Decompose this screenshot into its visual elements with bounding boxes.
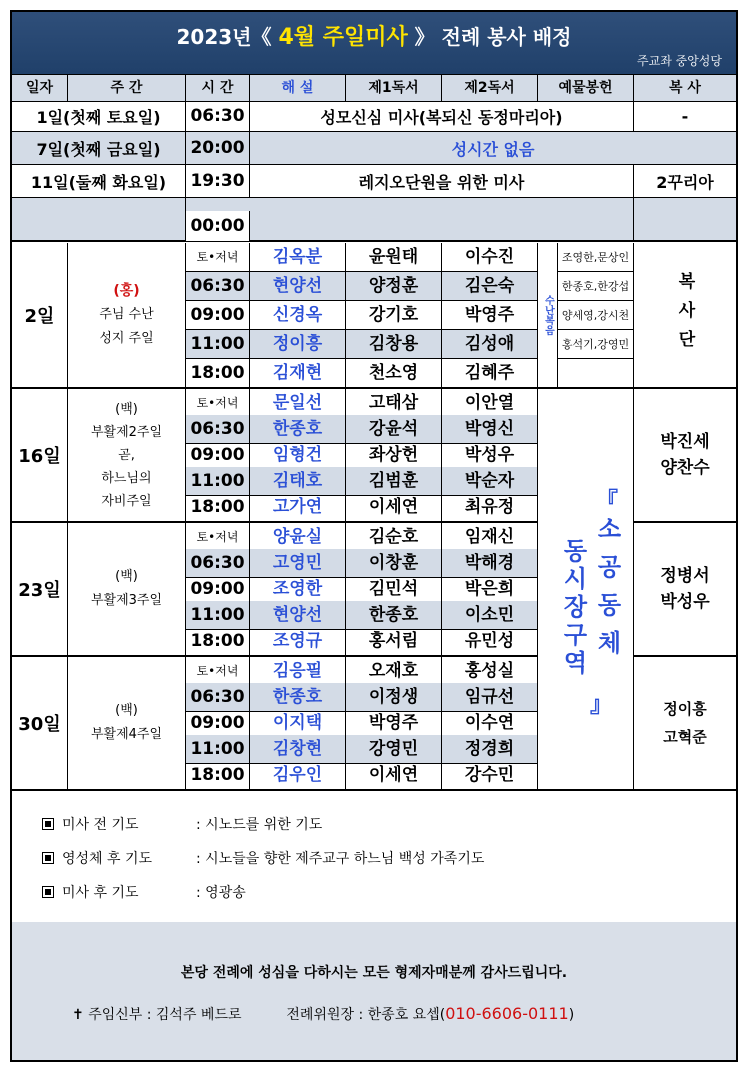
offering-group-name: 소공동체 [593, 516, 621, 668]
offering-group-text [538, 388, 633, 790]
server-name: 박성우 [660, 592, 710, 612]
sunday-day: 30일 [12, 657, 68, 789]
table-row [186, 330, 538, 359]
special-event: 성모신심 미사(복되신 동정마리아) [250, 101, 634, 131]
special-event: 레지오단원을 위한 미사 [250, 165, 634, 197]
special-time: 20:00 [186, 132, 250, 164]
offering-pair: 한종호,한강섭 [558, 272, 633, 301]
bracket-open: 『 [596, 489, 619, 514]
commentator: 김재현 [250, 359, 346, 387]
server-name: 정병서 [660, 566, 710, 586]
table-row [186, 272, 538, 301]
footer [12, 922, 736, 1060]
reader1: 천소영 [346, 359, 442, 387]
col-time: 시 간 [186, 75, 250, 101]
sunday-block [12, 243, 736, 389]
reader1: 김창용 [346, 330, 442, 358]
bracket-close: 』 [590, 693, 613, 718]
reader2: 김은숙 [442, 272, 538, 300]
mass-time: 09:00 [186, 709, 250, 737]
title-bar [12, 12, 736, 74]
reader2: 이안열 [442, 389, 538, 417]
server-name: 양찬수 [660, 458, 710, 478]
reader1: 이정생 [346, 683, 442, 711]
commentator: 김태호 [250, 467, 346, 495]
reader2: 정경희 [442, 735, 538, 763]
special-row [12, 101, 736, 132]
mass-time: 토•저녁 [186, 243, 250, 271]
paren-close: ) [568, 1007, 575, 1023]
reader2: 박은희 [442, 575, 538, 603]
table-row [186, 301, 538, 330]
table-row [186, 415, 538, 444]
prayer-text: : 시노드를 위한 기도 [196, 817, 323, 833]
table-row [186, 683, 538, 712]
checkbox-bullet-icon [42, 852, 54, 864]
mass-time: 11:00 [186, 330, 250, 358]
checkbox-bullet-icon [42, 886, 54, 898]
commentator: 한종호 [250, 415, 346, 443]
sunday-description [68, 523, 186, 655]
liturgical-color: (백) [115, 703, 138, 718]
special-time: 06:30 [186, 101, 250, 131]
mass-time: 11:00 [186, 467, 250, 495]
col-offering: 예물봉헌 [538, 75, 634, 101]
sunday-name-line: 부활제2주일 [90, 424, 163, 440]
prayer-label: 미사 후 기도 [62, 885, 139, 901]
reader1: 홍서림 [346, 627, 442, 655]
passion-gospel-text: 수난복음 [542, 295, 554, 335]
reader2: 홍성실 [442, 657, 538, 685]
commentator: 이지택 [250, 709, 346, 737]
page-title [12, 20, 736, 51]
reader1: 강기호 [346, 301, 442, 329]
cross-icon: ✝ [72, 1007, 84, 1023]
special-event: 성시간 없음 [451, 139, 535, 159]
reader2: 김성애 [442, 330, 538, 358]
prayer-label: 미사 전 기도 [62, 817, 139, 833]
reader2: 최유정 [442, 493, 538, 521]
mass-time: 11:00 [186, 601, 250, 629]
sunday-description [68, 243, 186, 387]
table-row [186, 761, 538, 790]
commentator: 정이흥 [250, 330, 346, 358]
mass-time: 토•저녁 [186, 657, 250, 685]
reader1: 좌상헌 [346, 441, 442, 469]
mass-time: 18:00 [186, 493, 250, 521]
commentator: 고영민 [250, 549, 346, 577]
thanks-message: 본당 전례에 성심을 다하시는 모든 형제자매분께 감사드립니다. [180, 965, 568, 981]
special-date: 1일(첫째 토요일) [12, 101, 186, 131]
table-row [186, 549, 538, 578]
sunday-name-line: 부활제3주일 [90, 593, 163, 608]
reader1: 김순호 [346, 523, 442, 551]
commentator: 조영규 [250, 627, 346, 655]
reader1: 양정훈 [346, 272, 442, 300]
special-server: - [681, 106, 689, 126]
commentator: 김응필 [250, 657, 346, 685]
title-prefix: 2023년《 [176, 25, 272, 49]
signature-line [72, 1004, 574, 1024]
sunday-description [68, 389, 186, 521]
special-time: 19:30 [186, 165, 250, 197]
mass-time: 11:00 [186, 735, 250, 763]
reader1: 윤원태 [346, 243, 442, 271]
sunday-day: 16일 [12, 389, 68, 521]
commentator: 김창현 [250, 735, 346, 763]
mass-time: 토•저녁 [186, 389, 250, 417]
prayer-label: 영성체 후 기도 [62, 851, 153, 867]
table-row [186, 493, 538, 522]
reader1: 이세연 [346, 493, 442, 521]
reader2: 박성우 [442, 441, 538, 469]
committee-chair: 전례위원장 : 한종호 요셉( [286, 1007, 446, 1023]
server-cell [634, 523, 736, 655]
liturgical-color: (백) [115, 569, 138, 584]
sunday-description [68, 657, 186, 789]
server-cell [634, 243, 736, 387]
reader1: 오재호 [346, 657, 442, 685]
reader1: 이세연 [346, 761, 442, 789]
col-reading2: 제2독서 [442, 75, 538, 101]
server-name: 정이흥 [663, 700, 707, 718]
mass-time: 18:00 [186, 359, 250, 387]
reader2: 유민성 [442, 627, 538, 655]
reader1: 한종호 [346, 601, 442, 629]
phone-number: 010-6606-0111 [445, 1004, 569, 1023]
commentator: 양윤실 [250, 523, 346, 551]
special-time: 00:00 [186, 211, 250, 241]
commentator: 조영한 [250, 575, 346, 603]
mass-time: 06:30 [186, 415, 250, 443]
schedule-frame [10, 10, 738, 1062]
table-row [186, 441, 538, 470]
reader1: 박영주 [346, 709, 442, 737]
special-event [250, 198, 634, 240]
commentator: 신경옥 [250, 301, 346, 329]
liturgical-color: (홍) [113, 283, 140, 299]
sunday-name-line: 주님 수난 [99, 307, 154, 322]
col-date: 일자 [12, 75, 68, 101]
special-date: 11일(둘째 화요일) [12, 165, 186, 197]
offering-pair: 홍석기,강영민 [558, 330, 633, 359]
prayer-line [42, 814, 322, 834]
special-row [12, 132, 736, 165]
reader2: 강수민 [442, 761, 538, 789]
server-name: 박진세 [660, 432, 710, 452]
special-row [12, 198, 736, 242]
commentator: 고가연 [250, 493, 346, 521]
special-date: 7일(첫째 금요일) [12, 132, 186, 164]
commentator: 김옥분 [250, 243, 346, 271]
mass-time: 06:30 [186, 683, 250, 711]
server-group: 복사단 [674, 271, 695, 359]
reader1: 강영민 [346, 735, 442, 763]
table-row [186, 657, 538, 686]
mass-time: 06:30 [186, 272, 250, 300]
reader2: 박순자 [442, 467, 538, 495]
offering-pair: 양세영,강시천 [558, 301, 633, 330]
prayer-text: : 영광송 [196, 885, 246, 901]
reader1: 이창훈 [346, 549, 442, 577]
mass-time: 토•저녁 [186, 523, 250, 551]
sunday-day: 2일 [12, 243, 68, 387]
reader1: 김범훈 [346, 467, 442, 495]
server-cell [634, 657, 736, 789]
sunday-name-line: 성지 주일 [99, 331, 154, 346]
col-reading1: 제1독서 [346, 75, 442, 101]
table-header [12, 74, 736, 102]
col-week: 주 간 [68, 75, 186, 101]
table-row [186, 359, 538, 388]
parish-name: 주교좌 중앙성당 [637, 54, 722, 68]
col-commentator: 해 설 [250, 75, 346, 101]
reader1: 강윤석 [346, 415, 442, 443]
checkbox-bullet-icon [42, 818, 54, 830]
prayer-line [42, 882, 246, 902]
sunday-day: 23일 [12, 523, 68, 655]
table-row [186, 627, 538, 656]
offering-group-cell [538, 389, 634, 791]
table-row [186, 523, 538, 552]
reader1: 김민석 [346, 575, 442, 603]
mass-time: 09:00 [186, 575, 250, 603]
reader2: 박해경 [442, 549, 538, 577]
commentator: 한종호 [250, 683, 346, 711]
pastor-name: 주임신부 : 김석주 베드로 [88, 1007, 242, 1023]
sunday-name-line: 부활제4주일 [90, 727, 163, 742]
mass-time: 09:00 [186, 301, 250, 329]
reader2: 박영신 [442, 415, 538, 443]
commentator: 김우인 [250, 761, 346, 789]
special-server: 2꾸리아 [656, 172, 714, 192]
table-row [186, 467, 538, 496]
commentator: 현양선 [250, 272, 346, 300]
reader2: 임규선 [442, 683, 538, 711]
title-suffix: 》 전례 봉사 배정 [414, 25, 572, 49]
mass-time: 06:30 [186, 549, 250, 577]
offering-pairs [558, 243, 634, 387]
prayer-line [42, 848, 484, 868]
reader2: 박영주 [442, 301, 538, 329]
reader2: 이소민 [442, 601, 538, 629]
table-row [186, 735, 538, 764]
table-row [186, 709, 538, 738]
reader1: 고태삼 [346, 389, 442, 417]
mass-time: 18:00 [186, 761, 250, 789]
table-row [186, 601, 538, 630]
title-highlight: 4월 주일미사 [278, 25, 408, 50]
reader2: 이수연 [442, 709, 538, 737]
passion-gospel-note [538, 243, 558, 387]
commentator: 임형건 [250, 441, 346, 469]
table-row [186, 575, 538, 604]
mass-time: 18:00 [186, 627, 250, 655]
special-server [634, 198, 736, 240]
offering-group-area: 동시장구역 [559, 538, 587, 678]
mass-time: 09:00 [186, 441, 250, 469]
offering-pair: 조영한,문상인 [558, 243, 633, 272]
sunday-name-line: 자비주일 [101, 493, 152, 509]
commentator: 문일선 [250, 389, 346, 417]
special-row [12, 165, 736, 198]
commentator: 현양선 [250, 601, 346, 629]
sunday-name-line: 곧, [118, 447, 135, 463]
sunday-name-line: 하느님의 [101, 470, 152, 486]
reader2: 김혜주 [442, 359, 538, 387]
reader2: 이수진 [442, 243, 538, 271]
reader2: 임재신 [442, 523, 538, 551]
table-row [186, 243, 538, 272]
liturgical-color: (백) [115, 401, 138, 417]
table-row [186, 389, 538, 418]
col-server: 복 사 [669, 80, 701, 96]
server-cell [634, 389, 736, 521]
special-date [12, 198, 186, 240]
prayer-text: : 시노들을 향한 제주교구 하느님 백성 가족기도 [196, 851, 485, 867]
server-name: 고혁준 [663, 728, 707, 746]
